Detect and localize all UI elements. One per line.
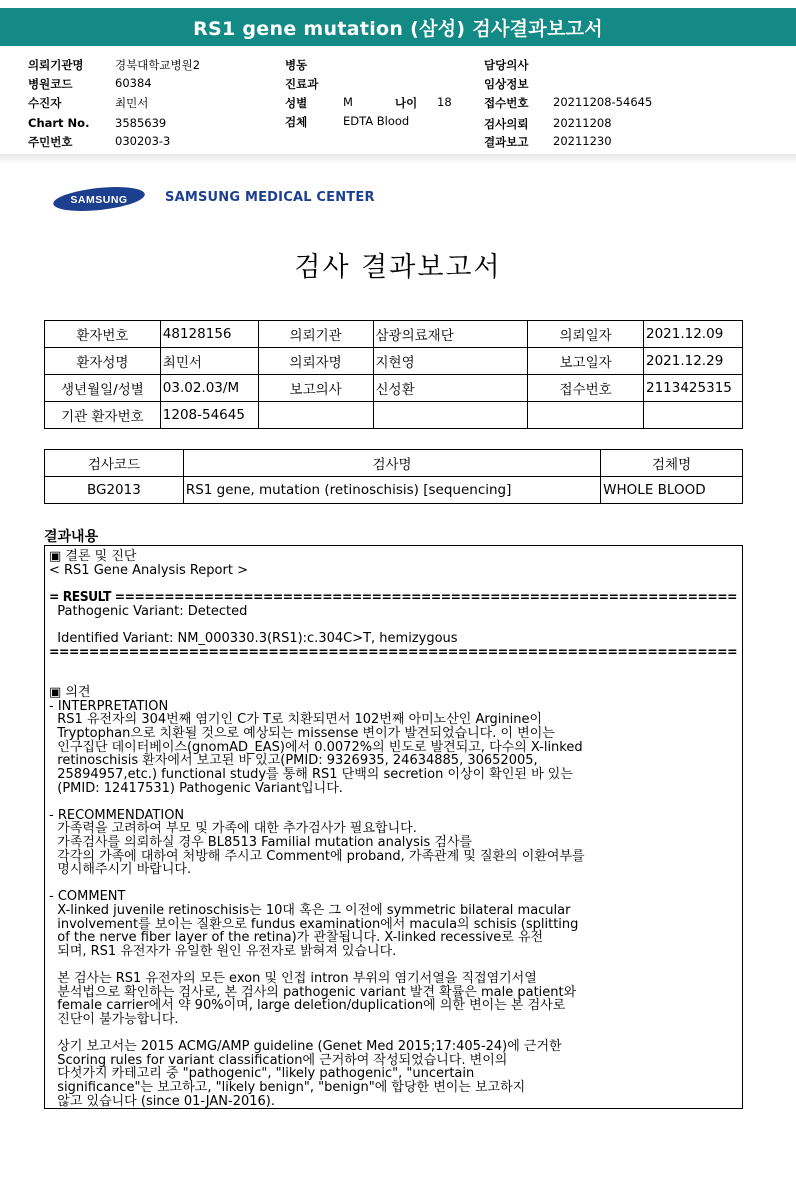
result-line: X-linked juvenile retinoschisis는 10대 혹은 그 이전에 symmetric bilateral macular (49, 903, 571, 918)
header-value-hospital-code: 60384 (115, 76, 152, 90)
header-label-specimen: 검체 (285, 115, 308, 129)
cell-label: 의뢰일자 (528, 321, 644, 348)
cell-value: 48128156 (160, 321, 258, 348)
org-name: SAMSUNG MEDICAL CENTER (165, 190, 375, 205)
result-line: 25894957,etc.) functional study를 통해 RS1 단백의 secretion 이상이 확인된 바 있는 (49, 767, 573, 782)
table-row (45, 375, 743, 402)
header-label-resident-no: 주민번호 (28, 135, 73, 149)
result-line: 않고 있습니다 (since 01-JAN-2016). (49, 1094, 276, 1109)
header-label-department: 진료과 (285, 77, 319, 91)
result-line: 본 검사는 RS1 유전자의 모든 exon 및 인접 intron 부위의 염기서열을 직접염기서열 (49, 971, 537, 986)
cell-value: 2113425315 (643, 375, 742, 402)
cell-value: 2021.12.09 (643, 321, 742, 348)
result-line: 다섯가지 카테고리 중 "pathogenic", "likely pathogenic", "uncertain (49, 1066, 475, 1081)
header-label-requesting-institution: 의뢰기관명 (28, 58, 84, 72)
cell-test-name: RS1 gene, mutation (retinoschisis) [sequencing] (183, 477, 600, 504)
header-label-sex: 성별 (285, 96, 308, 110)
cell-value: 삼광의료재단 (373, 321, 528, 348)
banner-title: RS1 gene mutation (삼성) 검사결과보고서 (193, 17, 603, 40)
table-row (45, 321, 743, 348)
result-line: ▣ 의견 (49, 685, 91, 700)
result-line: of the nerve fiber layer of the retina)가 관찰됩니다. X-linked recessive로 유전 (49, 930, 544, 945)
header-value-requesting-institution: 경북대학교병원2 (115, 58, 201, 72)
result-section-label: 결과내용 (44, 529, 99, 545)
header-label-result-report: 결과보고 (484, 135, 529, 149)
cell-value: 최민서 (160, 348, 258, 375)
result-line: RS1 유전자의 304번째 염기인 C가 T로 치환되면서 102번째 아미노산인 Arginine이 (49, 712, 543, 727)
cell-value: 03.02.03/M (160, 375, 258, 402)
table-header-row (45, 450, 743, 477)
result-line: 되며, RS1 유전자가 유일한 원인 유전자로 밝혀져 있습니다. (49, 944, 397, 959)
header-label-patient: 수진자 (28, 96, 62, 110)
result-content-box (44, 545, 743, 1109)
header-value-resident-no: 030203-3 (115, 134, 171, 148)
cell-test-code: BG2013 (45, 477, 184, 504)
result-line: 분석법으로 확인하는 검사로, 본 검사의 pathogenic variant 발견 확률은 male patient와 (49, 985, 577, 1000)
header-value-test-request: 20211208 (553, 116, 612, 130)
cell-label: 접수번호 (528, 375, 644, 402)
cell-label: 환자번호 (45, 321, 161, 348)
table-row (45, 402, 743, 429)
table-row (45, 477, 743, 504)
test-info-table (44, 449, 743, 504)
result-line: 명시해주시기 바랍니다. (49, 862, 192, 877)
result-line: ▣ 결론 및 진단 (49, 549, 137, 564)
header-label-chart-no: Chart No. (28, 116, 90, 130)
cell-value: 신성환 (373, 375, 528, 402)
cell-value: 1208-54645 (160, 402, 258, 429)
result-line: Tryptophan으로 치환될 것으로 예상되는 missense 변이가 발견되었습니다. 이 변이는 (49, 726, 555, 741)
cell-label: 보고일자 (528, 348, 644, 375)
result-line: retinoschisis 환자에서 보고된 바 있고(PMID: 9326935, 24634885, 30652005, (49, 753, 538, 768)
result-line: 인구집단 데이터베이스(gnomAD_EAS)에서 0.0072%의 빈도로 발견되고, 다수의 X-linked (49, 740, 583, 755)
result-line: (PMID: 12417531) Pathogenic Variant입니다. (49, 781, 343, 796)
cell-label (258, 402, 373, 429)
header-specimen-name: 검체명 (601, 450, 743, 477)
cell-value: 지현영 (373, 348, 528, 375)
header-value-result-report: 20211230 (553, 134, 612, 148)
result-line: 진단이 불가능합니다. (49, 1012, 179, 1027)
samsung-logo-text: SAMSUNG (70, 194, 128, 206)
result-line: 각각의 가족에 대하여 처방해 주시고 Comment에 proband, 가족관계 및 질환의 이환여부를 (49, 849, 585, 864)
header-value-receipt-no: 20211208-54645 (553, 95, 653, 109)
cell-label: 생년월일/성별 (45, 375, 161, 402)
result-line: ===================================================================== (49, 645, 738, 660)
cell-value: 2021.12.29 (643, 348, 742, 375)
header-value-age: 18 (437, 95, 452, 109)
header-divider (0, 154, 796, 164)
samsung-logo (52, 186, 146, 212)
cell-label (528, 402, 644, 429)
header-label-physician: 담당의사 (484, 58, 529, 72)
cell-label: 환자성명 (45, 348, 161, 375)
result-line: Scoring rules for variant classification에 근거하여 작성되었습니다. 변이의 (49, 1053, 508, 1068)
result-line: significance"는 보고하고, "likely benign", "benign"에 합당한 변이는 보고하지 (49, 1080, 526, 1095)
result-line: - COMMENT (49, 889, 126, 904)
report-banner (0, 8, 796, 46)
result-line: female carrier에서 약 90%이며, large deletion/duplication에 의한 변이는 본 검사로 (49, 998, 566, 1013)
patient-info-table (44, 320, 743, 429)
cell-value (373, 402, 528, 429)
result-line: - RECOMMENDATION (49, 808, 185, 823)
result-line: = RESULT =============================================================== (49, 590, 737, 605)
result-line: - INTERPRETATION (49, 699, 169, 714)
result-line: < RS1 Gene Analysis Report > (49, 563, 248, 578)
header-label-hospital-code: 병원코드 (28, 77, 73, 91)
cell-label: 보고의사 (258, 375, 373, 402)
cell-specimen-name: WHOLE BLOOD (601, 477, 743, 504)
result-line: 가족검사를 의뢰하실 경우 BL8513 Familial mutation analysis 검사를 (49, 835, 473, 850)
header-label-receipt-no: 접수번호 (484, 96, 529, 110)
result-line: 가족력을 고려하여 부모 및 가족에 대한 추가검사가 필요합니다. (49, 821, 417, 836)
result-line: Identified Variant: NM_000330.3(RS1):c.304C>T, hemizygous (49, 631, 458, 646)
result-line: 상기 보고서는 2015 ACMG/AMP guideline (Genet Med 2015;17:405-24)에 근거한 (49, 1039, 562, 1054)
header-label-ward: 병동 (285, 58, 308, 72)
result-line: involvement를 보이는 질환으로 fundus examination에서 macula의 schisis (splitting (49, 917, 579, 932)
cell-label: 의뢰자명 (258, 348, 373, 375)
header-test-code: 검사코드 (45, 450, 184, 477)
header-test-name: 검사명 (183, 450, 600, 477)
header-value-specimen: EDTA Blood (343, 114, 410, 128)
result-line: Pathogenic Variant: Detected (49, 604, 248, 619)
cell-value (643, 402, 742, 429)
cell-label: 의뢰기관 (258, 321, 373, 348)
header-value-sex: M (343, 95, 353, 109)
document-title: 검사 결과보고서 (294, 252, 502, 283)
header-value-chart-no: 3585639 (115, 116, 167, 130)
table-row (45, 348, 743, 375)
cell-label: 기관 환자번호 (45, 402, 161, 429)
header-label-age: 나이 (395, 96, 418, 110)
header-label-test-request: 검사의뢰 (484, 117, 529, 131)
header-value-patient: 최민서 (115, 96, 149, 110)
header-label-clinical-info: 임상정보 (484, 77, 529, 91)
